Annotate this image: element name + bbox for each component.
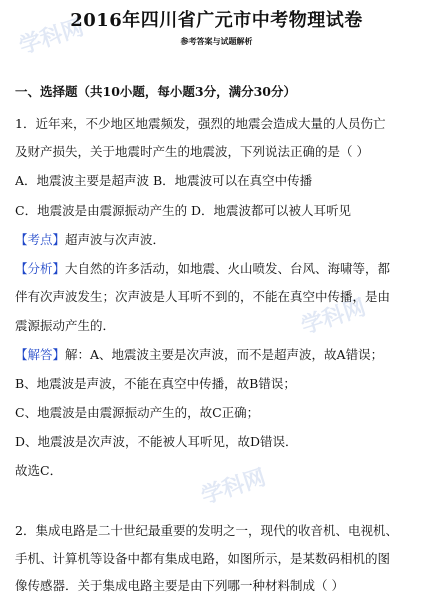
- fenxi-text-1: 大自然的许多活动，如地震、火山喷发、台风、海啸等，都: [65, 261, 391, 276]
- q2-stem-line-2: 手机、计算机等设备中都有集成电路，如图所示，是某数码相机的图: [15, 551, 391, 566]
- page-subtitle: 参考答案与试题解析: [180, 36, 253, 46]
- q1-fenxi-line-3: 震源振动产生的．: [15, 318, 116, 333]
- q1-stem-line-2: 及财产损失，关于地震时产生的地震波，下列说法正确的是（ ）: [15, 144, 369, 159]
- jieda-tag: 【解答】: [15, 347, 66, 362]
- kaodian-tag: 【考点】: [15, 232, 66, 247]
- q2-stem-line-3: 像传感器．关于集成电路主要是由下列哪一种材料制成（ ）: [15, 578, 344, 593]
- q1-fenxi-line-2: 伴有次声波发生；次声波是人耳听不到的，不能在真空中传播，是由: [15, 289, 391, 304]
- watermark: 学科网: [198, 465, 269, 510]
- page-title: 2016年四川省广元市中考物理试卷: [70, 10, 363, 31]
- q1-jieda-line-4: D、地震波是次声波，不能被人耳听见，故D错误．: [15, 434, 298, 449]
- q1-option-a-b: A．地震波主要是超声波 B．地震波可以在真空中传播: [15, 173, 313, 188]
- q1-conclusion: 故选C．: [15, 463, 63, 478]
- q1-fenxi-line-1: [15, 261, 427, 277]
- jieda-text-1: 解：A、地震波主要是次声波，而不是超声波，故A错误；: [65, 347, 384, 362]
- watermark: 学科网: [16, 15, 87, 60]
- section-heading: 一、选择题（共10小题，每小题3分，满分30分）: [15, 84, 296, 99]
- kaodian-text: 超声波与次声波．: [65, 232, 166, 247]
- q1-stem-line-1: 1．近年来，不少地区地震频发，强烈的地震会造成大量的人员伤亡: [15, 116, 386, 131]
- q1-jieda-line-1: [15, 347, 427, 363]
- watermark: 学科网: [298, 295, 369, 340]
- q1-jieda-line-2: B、地震波是声波，不能在真空中传播，故B错误；: [15, 376, 296, 391]
- q1-kaodian: [15, 232, 427, 248]
- q1-option-c-d: C．地震波是由震源振动产生的 D．地震波都可以被人耳听见: [15, 203, 352, 218]
- q1-jieda-line-3: C、地震波是由震源振动产生的，故C正确；: [15, 405, 260, 420]
- fenxi-tag: 【分析】: [15, 261, 66, 276]
- q2-stem-line-1: 2．集成电路是二十世纪最重要的发明之一，现代的收音机、电视机、: [15, 523, 398, 538]
